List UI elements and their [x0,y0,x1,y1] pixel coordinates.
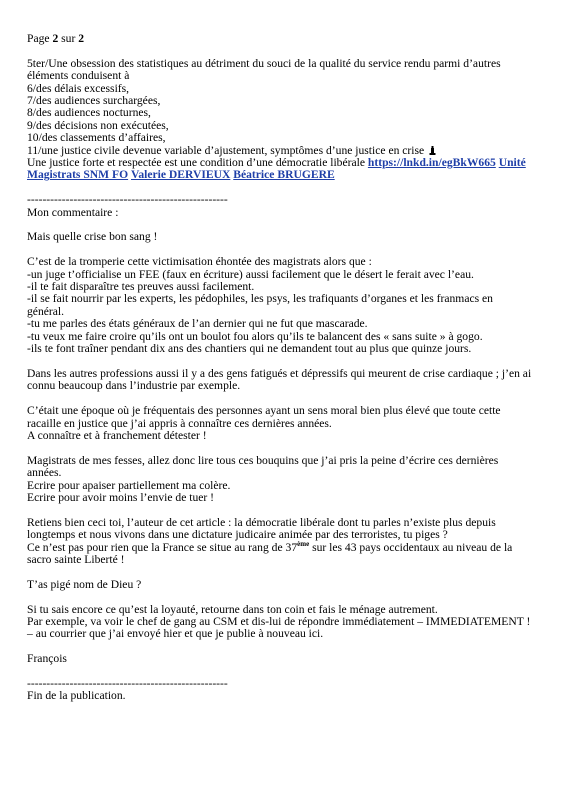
text-line: racaille en justice que j’ai appris à connaître ces dernières années. [27,416,332,430]
page-number: Page 2 sur 2 [27,32,84,45]
text-line: éléments conduisent à [27,69,130,83]
text-line: 10/des classements d’affaires, [27,131,166,145]
paragraph [27,256,546,355]
text-line: A connaître et à franchement détester ! [27,428,207,442]
text-line: sacro sainte Liberté ! [27,552,125,566]
text-line: -un juge t’officialise un FEE (faux en écriture) aussi facilement que le désert le ferait avec l’eau. [27,267,474,281]
justice-scale-icon [429,146,436,155]
text-line: Retiens bien ceci toi, l’auteur de cet article : la démocratie libérale dont tu parles n’existe plus depuis [27,515,496,529]
text-line: -ils te font traîner pendant dix ans des chantiers qui ne demandent tout au plus que quinze jours. [27,342,472,356]
end-note: Fin de la publication. [27,689,126,703]
beatrice-brugere-link[interactable]: Béatrice BRUGERE [233,168,335,182]
text-line: -il te fait disparaître tes preuves aussi facilement. [27,280,255,294]
spacer [27,591,546,603]
text-line: -tu veux me faire croire qu’ils ont un boulot fou alors qu’ils te balancent des « sans suite » à gogo. [27,329,483,343]
quoted-article [27,58,546,182]
text-line: Magistrats de mes fesses, allez donc lire tous ces bouquins que j’ai pris la peine d’écrire ces dernières [27,453,499,467]
signature: François [27,652,67,666]
text-line: Si tu sais encore ce qu’est la loyauté, retourne dans ton coin et fais le ménage autrement. [27,602,438,616]
text-line: C’était une époque où je fréquentais des personnes ayant un sens moral bien plus élevé que toute cette [27,404,501,418]
text-line: 5ter/Une obsession des statistiques au détriment du souci de la qualité du service rendu parmi d’autres [27,56,501,70]
text-line: 9/des décisions non exécutées, [27,118,169,132]
text-line: Ce n’est pas pour rien que la France se situe au rang de 37ème sur les 43 pays occidentaux au niveau de la [27,539,513,554]
separator-line: ---------------------------------------------------- [27,193,228,207]
paragraph [27,405,546,442]
text-line: Par exemple, va voir le chef de gang au CSM et dis-lui de répondre immédiatement – IMMEDIATEMENT ! [27,614,531,628]
spacer [27,442,546,454]
text-line: général. [27,304,65,318]
valerie-dervieux-link[interactable]: Valerie DERVIEUX [131,168,231,182]
spacer [27,641,546,653]
text-line: connu beaucoup dans l’industrie par exemple. [27,379,241,393]
snm-fo-link[interactable]: Magistrats SNM FO [27,168,129,182]
comment-title: Mon commentaire : [27,205,119,219]
text-line: 11/une justice civile devenue variable d’ajustement, symptômes d’une justice en crise [27,145,546,157]
spacer [27,504,546,516]
paragraph: T’as pigé nom de Dieu ? [27,577,142,591]
text-line: années. [27,466,62,480]
text-line: 6/des délais excessifs, [27,81,130,95]
text-line: Dans les autres professions aussi il y a des gens fatigués et dépressifs qui meurent de crise cardiaque ; j’en ai [27,366,532,380]
text-line: Ecrire pour avoir moins l’envie de tuer ! [27,490,215,504]
paragraph [27,368,546,393]
paragraph [27,455,546,505]
spacer [27,45,546,57]
text-line [27,169,546,181]
text-line: Une justice forte et respectée est une condition d’une démocratie libérale https://lnkd.in/egBkW665 Unité [27,156,526,170]
article-link[interactable]: https://lnkd.in/egBkW665 [367,156,496,170]
text-line: -il se fait nourrir par les experts, les pédophiles, les psys, les trafiquants d’organes et les franmacs en [27,292,493,306]
text-line: -tu me parles des états généraux de l’an dernier qui ne fut que mascarade. [27,317,368,331]
text-line: longtemps et nous vivons dans une dictature judicaire animée par des terroristes, tu piges ? [27,528,448,542]
text-line: 8/des audiences nocturnes, [27,106,151,120]
spacer [27,566,546,578]
separator-line: ---------------------------------------------------- [27,676,228,690]
unite-link[interactable]: Unité [498,156,526,170]
paragraph: Mais quelle crise bon sang ! [27,230,158,244]
paragraph [27,517,546,567]
text-line: 7/des audiences surchargées, [27,94,161,108]
text-line: – au courrier que j’ai envoyé hier et que je publie à nouveau ici. [27,627,324,641]
paragraph [27,604,546,641]
text-line: Ecrire pour apaiser partiellement ma colère. [27,478,231,492]
text-line: C’est de la tromperie cette victimisation éhontée des magistrats alors que : [27,255,372,269]
